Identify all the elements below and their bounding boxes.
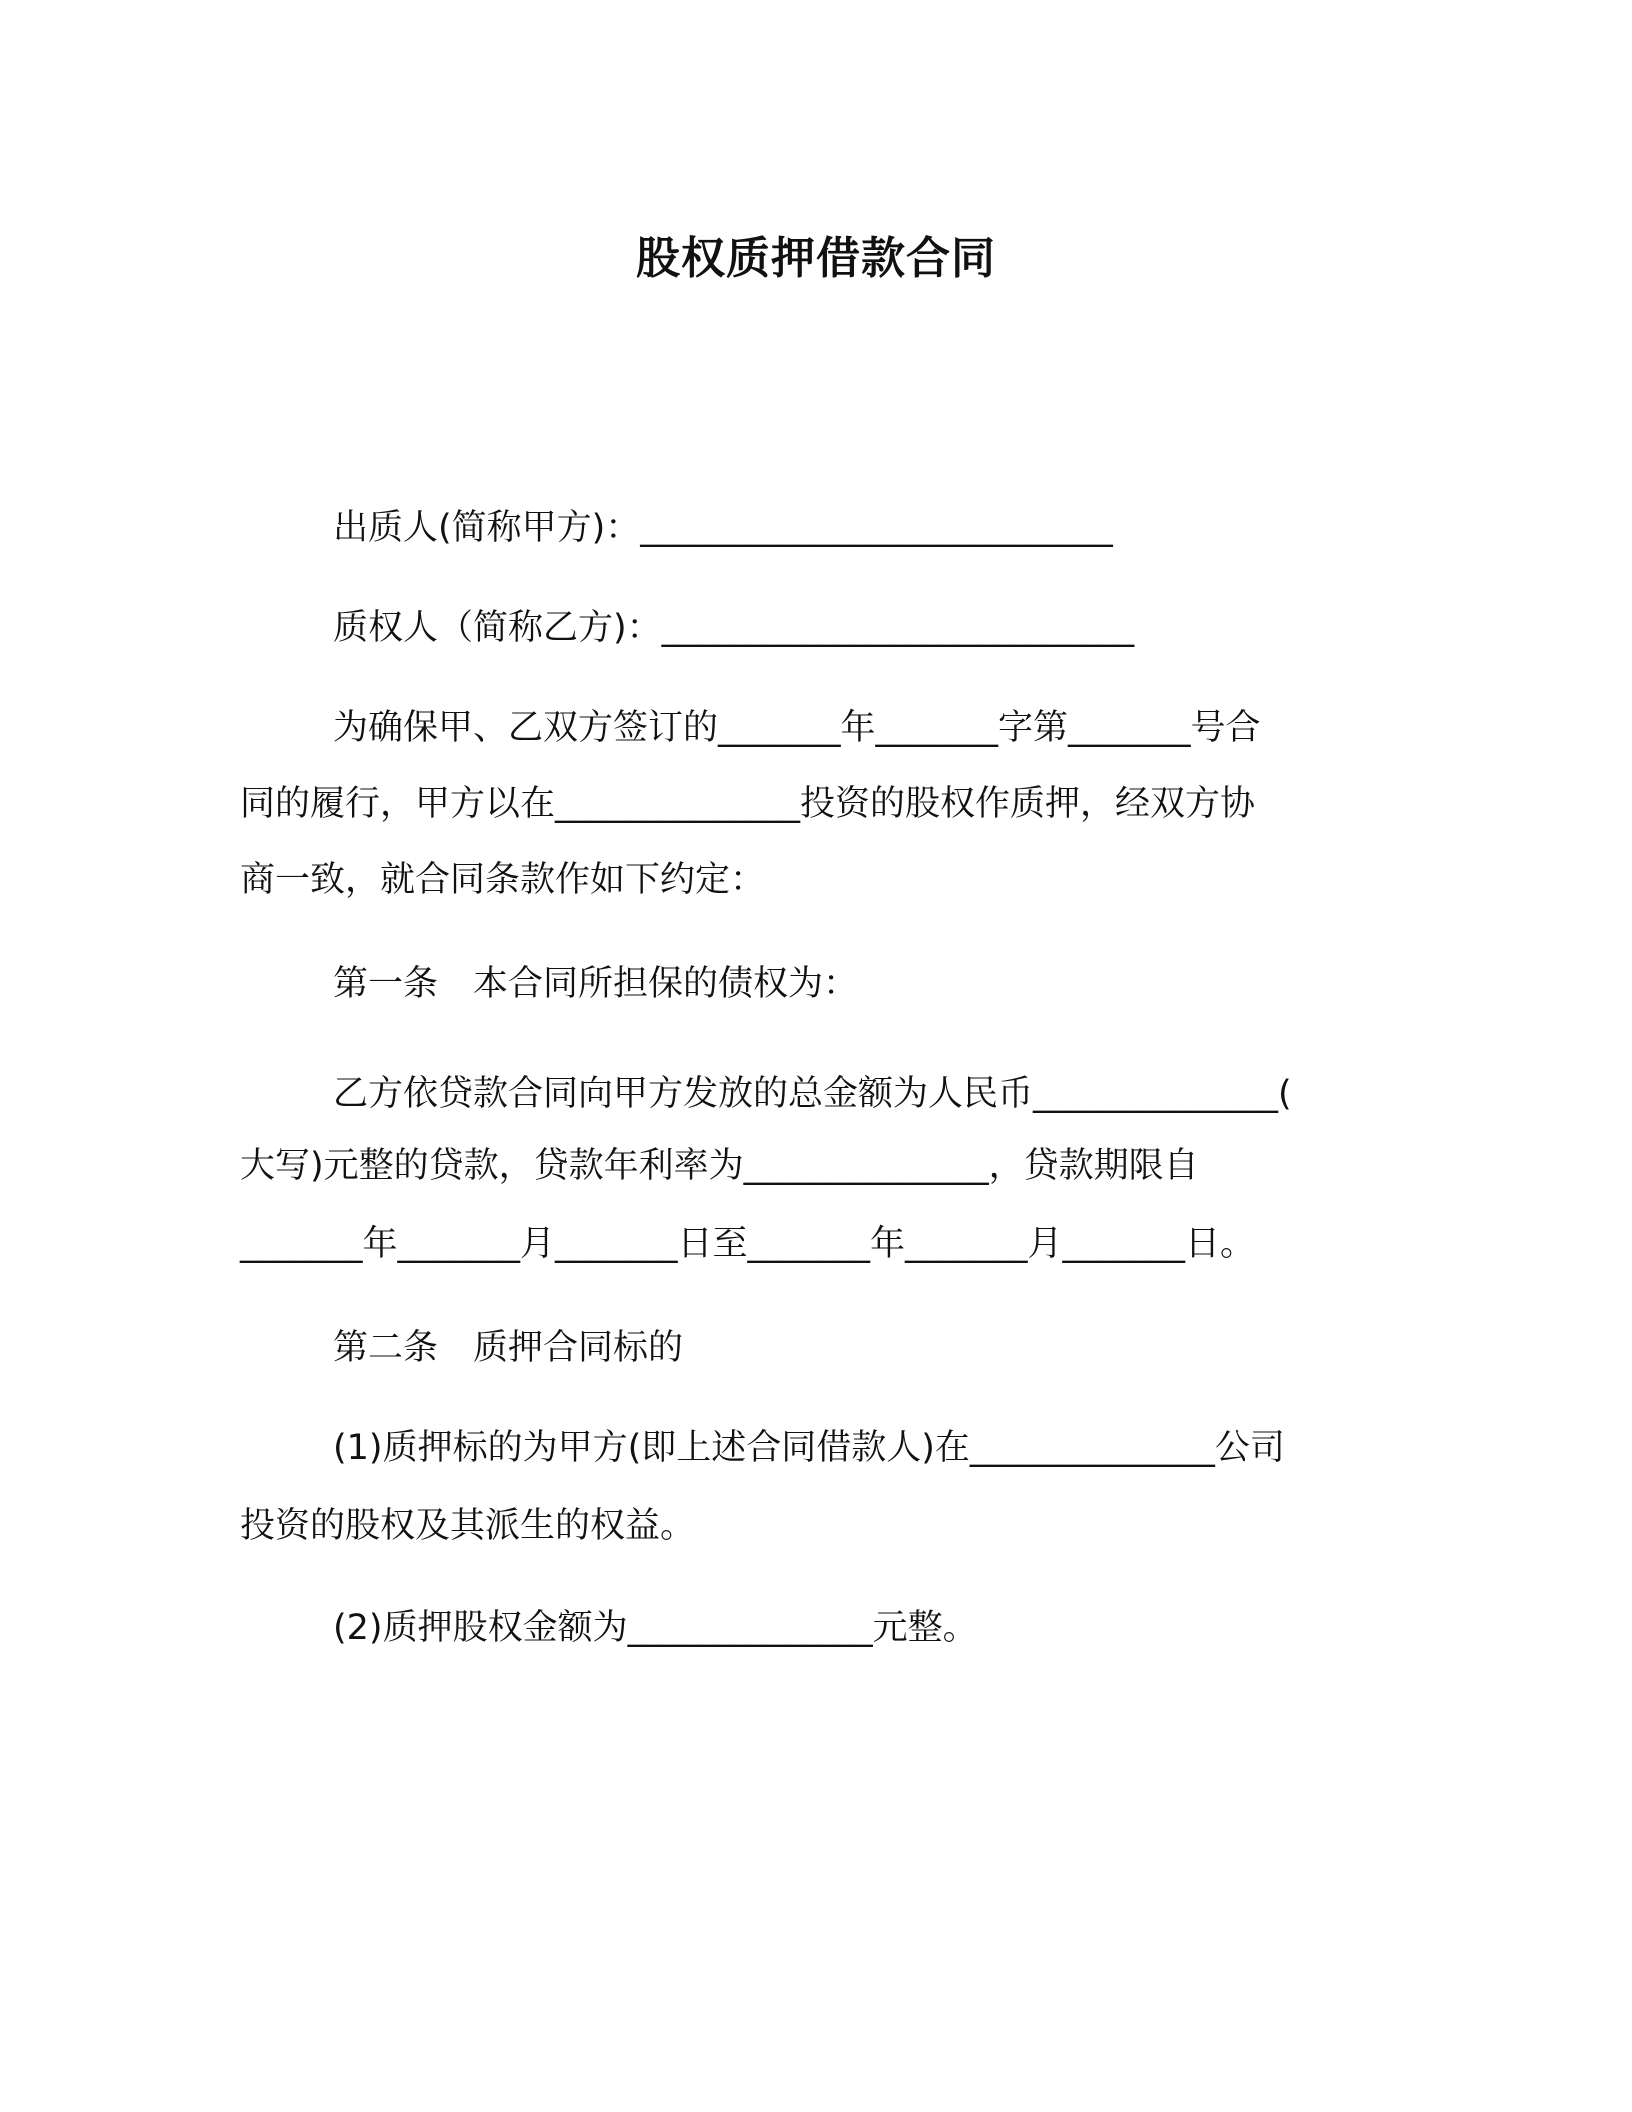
article-2-item-1-line-1: (1)质押标的为甲方(即上述合同借款人)在______________公司 (333, 1428, 1285, 1468)
article-1-text-3: _______年_______月_______日至_______年_______月_______日。 (240, 1224, 1256, 1264)
preamble-line-3: 商一致，就合同条款作如下约定： (240, 860, 766, 900)
article-1-text-2: 大写)元整的贷款，贷款年利率为______________，贷款期限自 (240, 1146, 1199, 1186)
pledgor-line: 出质人(简称甲方)：___________________________ (333, 508, 1113, 548)
preamble-line-1: 为确保甲、乙双方签订的_______年_______字第_______号合 (333, 708, 1261, 748)
article-2-heading: 第二条 质押合同标的 (333, 1328, 684, 1368)
article-2-item-2: (2)质押股权金额为______________元整。 (333, 1608, 978, 1648)
pledgee-line: 质权人（简称乙方)：___________________________ (333, 608, 1135, 648)
document-title: 股权质押借款合同 (636, 233, 996, 284)
preamble-line-2: 同的履行，甲方以在______________投资的股权作质押，经双方协 (240, 784, 1256, 824)
article-2-item-1-line-2: 投资的股权及其派生的权益。 (240, 1506, 696, 1546)
article-1-text-1: 乙方依贷款合同向甲方发放的总金额为人民币______________( (333, 1074, 1292, 1114)
article-1-heading: 第一条 本合同所担保的债权为： (333, 964, 859, 1004)
